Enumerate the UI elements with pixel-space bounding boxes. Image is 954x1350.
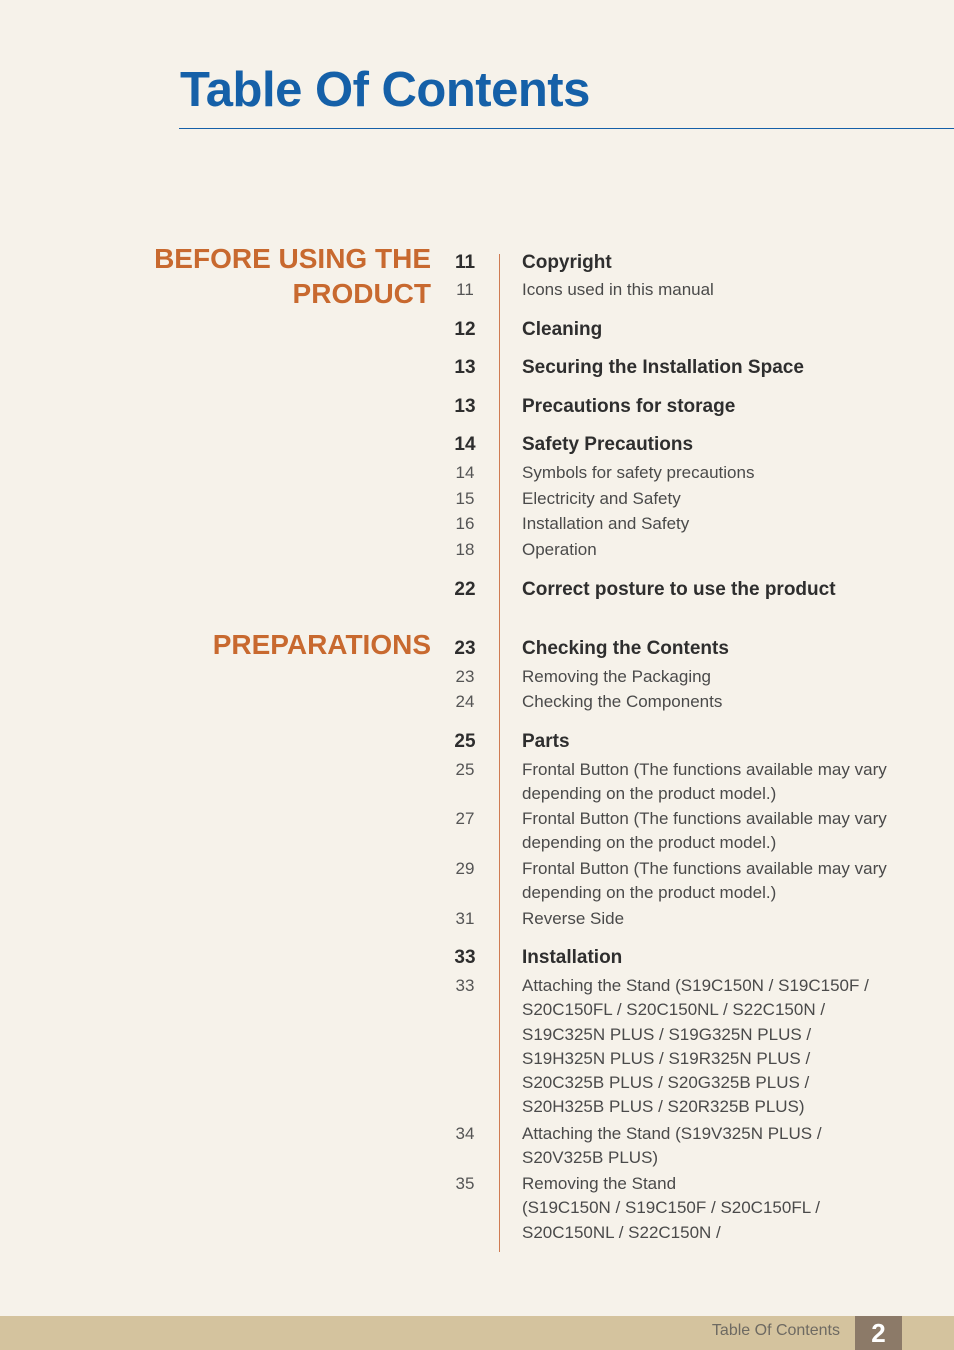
toc-page-number: 11 [456, 280, 474, 299]
toc-entry[interactable] [440, 665, 890, 689]
toc-entry[interactable] [440, 395, 890, 419]
toc-entry[interactable] [440, 946, 890, 970]
toc-entry-title: Correct posture to use the product [522, 579, 836, 600]
toc-entry-title: Parts [522, 731, 570, 752]
toc-page-number: 18 [455, 540, 475, 559]
toc-entry-title: Operation [522, 540, 597, 559]
toc-entry-title-line: S20C150NL / S22C150N / [522, 1222, 721, 1242]
toc-page-number: 15 [455, 489, 475, 508]
toc-entry-title [522, 807, 890, 855]
toc-entry-title-line: S20H325B PLUS / S20R325B PLUS) [522, 1097, 805, 1117]
toc-entry-title-line: S20V325B PLUS) [522, 1148, 659, 1167]
toc-page-number: 11 [454, 252, 476, 273]
toc-entry-title: Precautions for storage [522, 396, 736, 417]
toc-entry[interactable] [440, 538, 890, 562]
toc-page-number: 23 [454, 638, 476, 659]
toc-entry-title: Icons used in this manual [522, 280, 714, 299]
toc-entry-title-line: (S19C150N / S19C150F / S20C150FL / [522, 1198, 820, 1218]
toc-page-number: 13 [454, 357, 476, 378]
title-divider [179, 128, 954, 129]
toc-entry-title-line: S19H325N PLUS / S19R325N PLUS / [522, 1048, 811, 1068]
toc-page-number: 31 [455, 909, 475, 928]
toc-entry-title-line: Frontal Button (The functions available may vary [522, 809, 887, 828]
toc-entry[interactable] [440, 578, 890, 602]
toc-entry[interactable] [440, 1172, 890, 1245]
toc-entry-title [522, 974, 890, 1120]
toc-entry[interactable] [440, 730, 890, 754]
toc-page-number: 14 [455, 463, 475, 482]
toc-page-number: 25 [454, 731, 476, 752]
toc-entry-title: Electricity and Safety [522, 489, 681, 508]
toc-page-number: 35 [455, 1174, 475, 1193]
toc-entry[interactable] [440, 857, 890, 905]
toc-entry[interactable] [440, 1122, 890, 1170]
toc-page-number: 16 [455, 514, 475, 533]
toc-page-number: 13 [454, 396, 476, 417]
toc-page-number: 14 [454, 434, 476, 455]
toc-entry-title-line: Frontal Button (The functions available may vary [522, 859, 887, 878]
toc-entry-title: Installation [522, 947, 623, 968]
toc-page-number: 22 [454, 579, 476, 600]
toc-page-number: 23 [455, 667, 475, 686]
toc-entry-title [522, 1122, 890, 1170]
toc-page-number: 12 [454, 319, 476, 340]
toc-entry-title: Securing the Installation Space [522, 357, 804, 378]
toc-entry-title-line: Attaching the Stand (S19C150N / S19C150F / [522, 976, 869, 995]
footer-label: Table Of Contents [711, 1322, 840, 1339]
toc-entry-title-line: S19C325N PLUS / S19G325N PLUS / [522, 1024, 812, 1044]
toc-page-number: 34 [455, 1124, 475, 1143]
toc-page-number: 33 [454, 947, 476, 968]
page-title: Table Of Contents [180, 63, 590, 117]
toc-entry-title: Copyright [522, 252, 612, 273]
toc-entry-title-line: Attaching the Stand (S19V325N PLUS / [522, 1124, 822, 1143]
toc-entry[interactable] [440, 807, 890, 855]
toc-entry-title-line: S20C325B PLUS / S20G325B PLUS / [522, 1073, 810, 1093]
page-number: 2 [855, 1316, 902, 1350]
toc-entry[interactable] [440, 251, 890, 275]
toc-entry-title [522, 758, 890, 806]
toc-entry-title-line: depending on the product model.) [522, 784, 777, 803]
toc-entry[interactable] [440, 433, 890, 457]
toc-page-number: 27 [455, 809, 475, 828]
toc-entry-title: Reverse Side [522, 909, 625, 928]
toc-page-number: 33 [455, 976, 475, 995]
toc-entry-title: Installation and Safety [522, 514, 690, 533]
toc-entry[interactable] [440, 512, 890, 536]
toc-entry[interactable] [440, 907, 890, 931]
toc-entry-title: Safety Precautions [522, 434, 694, 455]
toc-page-number: 25 [455, 760, 475, 779]
toc-page-number: 24 [455, 692, 475, 711]
toc-entry[interactable] [440, 690, 890, 714]
toc-entry-title: Cleaning [522, 319, 603, 340]
toc-page-number: 29 [455, 859, 475, 878]
toc-entry-title-line: depending on the product model.) [522, 833, 777, 852]
toc-entry[interactable] [440, 487, 890, 511]
section-heading-before-using [91, 241, 431, 311]
toc-entry[interactable] [440, 758, 890, 806]
toc-entry[interactable] [440, 974, 890, 1120]
toc-entry[interactable] [440, 318, 890, 342]
toc-entry[interactable] [440, 637, 890, 661]
toc-entry-title: Symbols for safety precautions [522, 463, 755, 482]
toc-entry[interactable] [440, 461, 890, 485]
toc-entry-title-line: depending on the product model.) [522, 883, 777, 902]
toc-entry-title: Removing the Packaging [522, 667, 712, 686]
toc-entry[interactable] [440, 278, 890, 302]
toc-entry-title-line: Removing the Stand [522, 1174, 677, 1193]
section-heading-line: BEFORE USING THE [154, 243, 431, 274]
toc-entry-title: Checking the Components [522, 692, 723, 711]
toc-entry-title: Checking the Contents [522, 638, 729, 659]
toc-entry-title [522, 1172, 890, 1245]
toc-entry-title-line: S20C150FL / S20C150NL / S22C150N / [522, 1000, 826, 1020]
section-heading-preparations [91, 627, 431, 662]
toc-entry-title [522, 857, 890, 905]
section-heading-line: PREPARATIONS [212, 629, 431, 660]
section-heading-line: PRODUCT [292, 278, 431, 309]
toc-entry-title-line: Frontal Button (The functions available may vary [522, 760, 887, 779]
toc-entry[interactable] [440, 356, 890, 380]
